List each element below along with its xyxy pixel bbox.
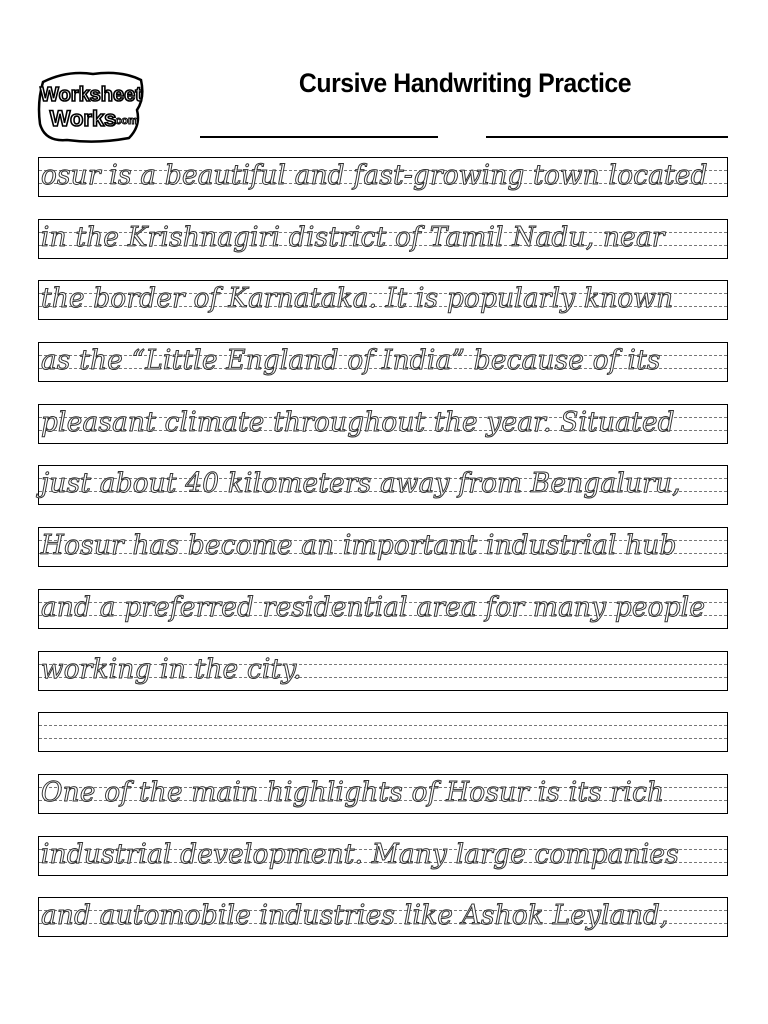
tracing-text: osur is a beautiful and fast-growing town located bbox=[41, 160, 708, 191]
top-line bbox=[39, 404, 727, 405]
ruled-guide-lines bbox=[38, 712, 728, 752]
logo-text-line1: Worksheet bbox=[40, 84, 142, 106]
tracing-text: in the Krishnagiri district of Tamil Nadu, near bbox=[41, 221, 665, 253]
base-line bbox=[39, 628, 727, 629]
practice-row[interactable] bbox=[38, 402, 728, 464]
base-line bbox=[39, 319, 727, 320]
worksheetworks-logo bbox=[37, 68, 145, 144]
practice-row[interactable] bbox=[38, 217, 728, 279]
logo-text-suffix: .com bbox=[112, 115, 138, 127]
tracing-text: and a preferred residential area for many people bbox=[41, 591, 706, 623]
base-line bbox=[39, 504, 727, 505]
base-line bbox=[39, 258, 727, 259]
practice-row[interactable] bbox=[38, 587, 728, 649]
practice-row[interactable] bbox=[38, 155, 728, 217]
practice-row[interactable] bbox=[38, 649, 728, 711]
practice-row[interactable] bbox=[38, 525, 728, 587]
base-line bbox=[39, 936, 727, 937]
tracing-text: working in the city. bbox=[41, 653, 302, 685]
top-line bbox=[39, 342, 727, 343]
top-line bbox=[39, 219, 727, 220]
tracing-text: Hosur has become an important industrial hub bbox=[41, 530, 677, 562]
tracing-text: pleasant climate throughout the year. Situated bbox=[41, 406, 675, 438]
top-line bbox=[39, 527, 727, 528]
practice-row[interactable] bbox=[38, 772, 728, 834]
practice-row[interactable] bbox=[38, 278, 728, 340]
top-line bbox=[39, 157, 727, 158]
top-line bbox=[39, 465, 727, 466]
top-line bbox=[39, 651, 727, 652]
tracing-text: One of the main highlights of Hosur is its rich bbox=[41, 776, 665, 808]
practice-row[interactable] bbox=[38, 895, 728, 957]
logo-text-line2: Works bbox=[49, 106, 117, 131]
top-line bbox=[39, 712, 727, 713]
top-line bbox=[39, 589, 727, 590]
tracing-text: and automobile industries like Ashok Leyland, bbox=[41, 900, 669, 932]
base-line bbox=[39, 381, 727, 382]
practice-row[interactable] bbox=[38, 463, 728, 525]
base-line bbox=[39, 751, 727, 752]
top-line bbox=[39, 836, 727, 837]
practice-row[interactable] bbox=[38, 340, 728, 402]
practice-row[interactable] bbox=[38, 710, 728, 772]
practice-area bbox=[38, 155, 728, 957]
base-line bbox=[39, 566, 727, 567]
tracing-text: just about 40 kilometers away from Bengaluru, bbox=[41, 468, 681, 500]
top-line bbox=[39, 774, 727, 775]
dashed-line bbox=[39, 725, 727, 726]
top-line bbox=[39, 897, 727, 898]
base-line bbox=[39, 875, 727, 876]
date-blank-line[interactable] bbox=[486, 136, 728, 138]
tracing-text: as the “Little England of India” because of its bbox=[41, 345, 661, 377]
base-line bbox=[39, 443, 727, 444]
dashed-line bbox=[39, 738, 727, 739]
base-line bbox=[39, 196, 727, 197]
base-line bbox=[39, 813, 727, 814]
page-title: Cursive Handwriting Practice bbox=[298, 68, 632, 98]
tracing-text: the border of Karnataka. It is popularly known bbox=[41, 283, 674, 315]
top-line bbox=[39, 280, 727, 281]
practice-row[interactable] bbox=[38, 834, 728, 896]
tracing-text: industrial development. Many large companies bbox=[41, 838, 680, 870]
base-line bbox=[39, 690, 727, 691]
name-blank-line[interactable] bbox=[200, 136, 438, 138]
